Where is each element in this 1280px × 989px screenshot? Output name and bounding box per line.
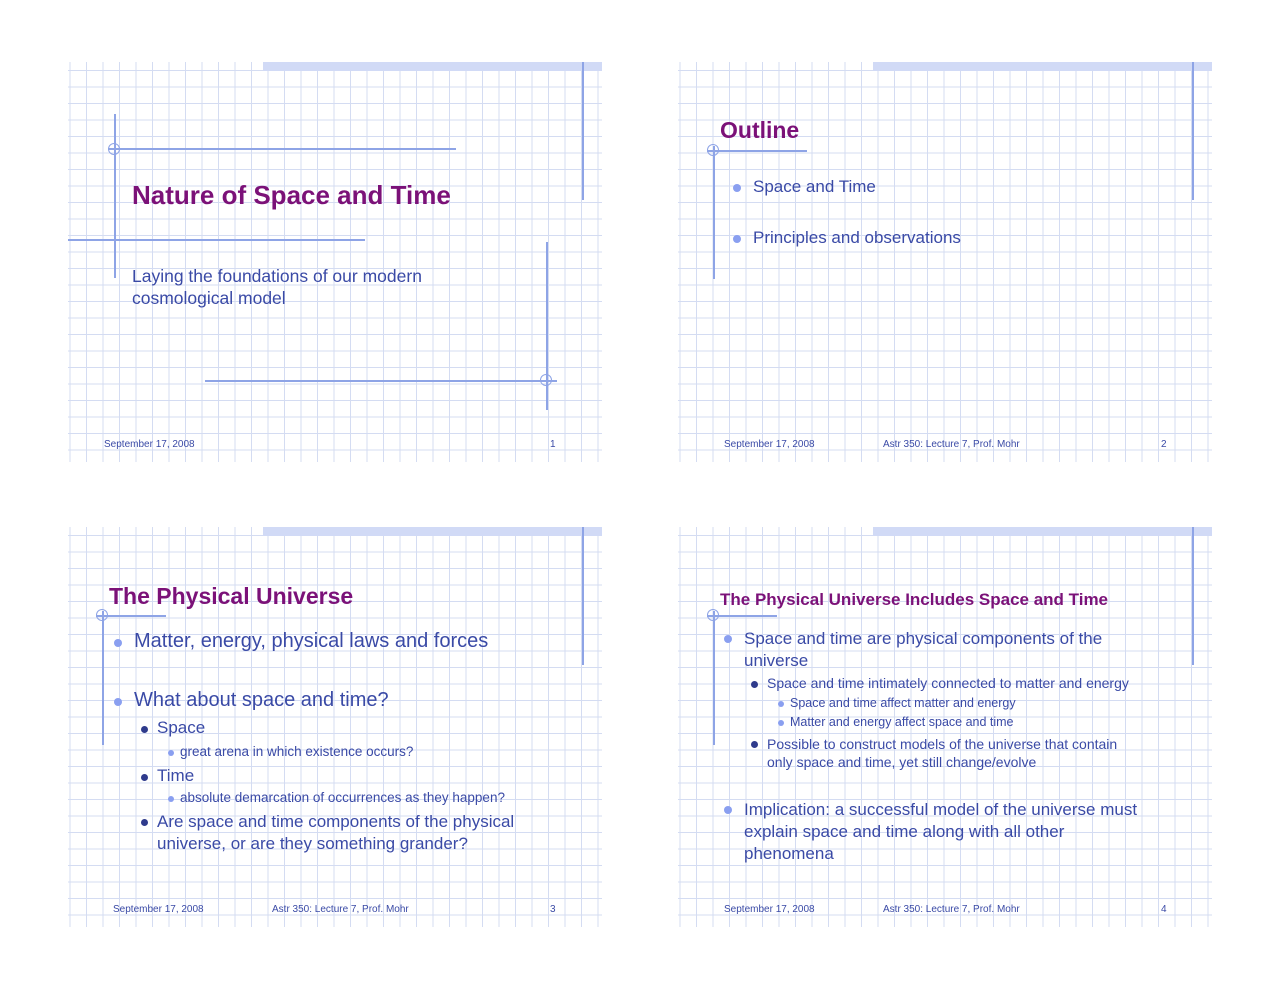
list-item [744, 799, 1137, 865]
right-accent-line [582, 62, 584, 200]
sub-sub-list-item: Space and time affect matter and energy [790, 696, 1016, 710]
slide-subtitle [132, 265, 422, 309]
crosshair-circle-icon [96, 609, 108, 621]
sub-list-item [157, 811, 514, 855]
footer-date: September 17, 2008 [113, 904, 204, 915]
slide-3 [68, 527, 602, 927]
list-item: What about space and time? [134, 689, 389, 711]
accent-line [713, 611, 715, 745]
sub-list-item: Time [157, 766, 195, 785]
page-number: 4 [1161, 904, 1167, 915]
crosshair-circle-icon [707, 144, 719, 156]
slide-title: The Physical Universe [109, 583, 354, 609]
sub-list-line: Are space and time components of the physical [157, 812, 515, 831]
list-item-line: explain space and time along with all other [744, 822, 1065, 841]
list-item: Principles and observations [753, 228, 961, 247]
footer-date: September 17, 2008 [724, 439, 815, 450]
list-item-line: universe [744, 651, 809, 670]
list-item: Matter, energy, physical laws and forces [134, 630, 489, 652]
top-accent-bar [263, 62, 602, 71]
slide-4 [678, 527, 1212, 927]
sub-list-item: Space and time intimately connected to matter and energy [767, 675, 1129, 691]
accent-line [108, 148, 456, 150]
page-number: 3 [550, 904, 556, 915]
list-item-line: Implication: a successful model of the universe must [744, 800, 1138, 819]
list-item-line: Space and time are physical components of the [744, 629, 1103, 648]
accent-line [205, 380, 557, 382]
accent-line [68, 239, 365, 241]
slide-title: The Physical Universe Includes Space and Time [720, 590, 1109, 609]
page-number: 2 [1161, 439, 1167, 450]
footer-course: Astr 350: Lecture 7, Prof. Mohr [883, 904, 1020, 915]
footer-date: September 17, 2008 [104, 439, 195, 450]
crosshair-circle-icon [540, 374, 552, 386]
footer-course: Astr 350: Lecture 7, Prof. Mohr [883, 439, 1020, 450]
sub-list-item: Space [157, 718, 206, 737]
footer-course: Astr 350: Lecture 7, Prof. Mohr [272, 904, 409, 915]
top-accent-bar [873, 62, 1212, 71]
right-accent-line [1192, 62, 1194, 200]
accent-line [713, 146, 715, 279]
list-item-line: phenomena [744, 844, 834, 863]
slide-title: Outline [720, 117, 800, 143]
sub-sub-list-item: absolute demarcation of occurrences as they happen? [180, 790, 505, 805]
list-item: Space and Time [753, 177, 876, 196]
right-accent-line [582, 527, 584, 665]
slide-1 [68, 62, 602, 462]
top-accent-bar [873, 527, 1212, 536]
accent-line [707, 150, 807, 152]
subtitle-line: Laying the foundations of our modern [132, 266, 422, 286]
right-accent-line [1192, 527, 1194, 665]
accent-line [114, 114, 116, 278]
slide-title: Nature of Space and Time [132, 180, 451, 210]
sub-list-line: only space and time, yet still change/evolve [767, 754, 1037, 770]
subtitle-line: cosmological model [132, 288, 286, 308]
crosshair-circle-icon [108, 143, 120, 155]
page-number: 1 [550, 439, 556, 450]
sub-list-line: Possible to construct models of the universe that contain [767, 736, 1118, 752]
sub-list-line: universe, or are they something grander? [157, 834, 468, 853]
crosshair-circle-icon [707, 609, 719, 621]
list-item [744, 628, 1102, 672]
accent-line [102, 611, 104, 745]
slide-2 [678, 62, 1212, 462]
sub-list-item [767, 735, 1117, 771]
sub-sub-list-item: Matter and energy affect space and time [790, 715, 1014, 729]
footer-date: September 17, 2008 [724, 904, 815, 915]
top-accent-bar [263, 527, 602, 536]
sub-sub-list-item: great arena in which existence occurs? [180, 744, 414, 759]
